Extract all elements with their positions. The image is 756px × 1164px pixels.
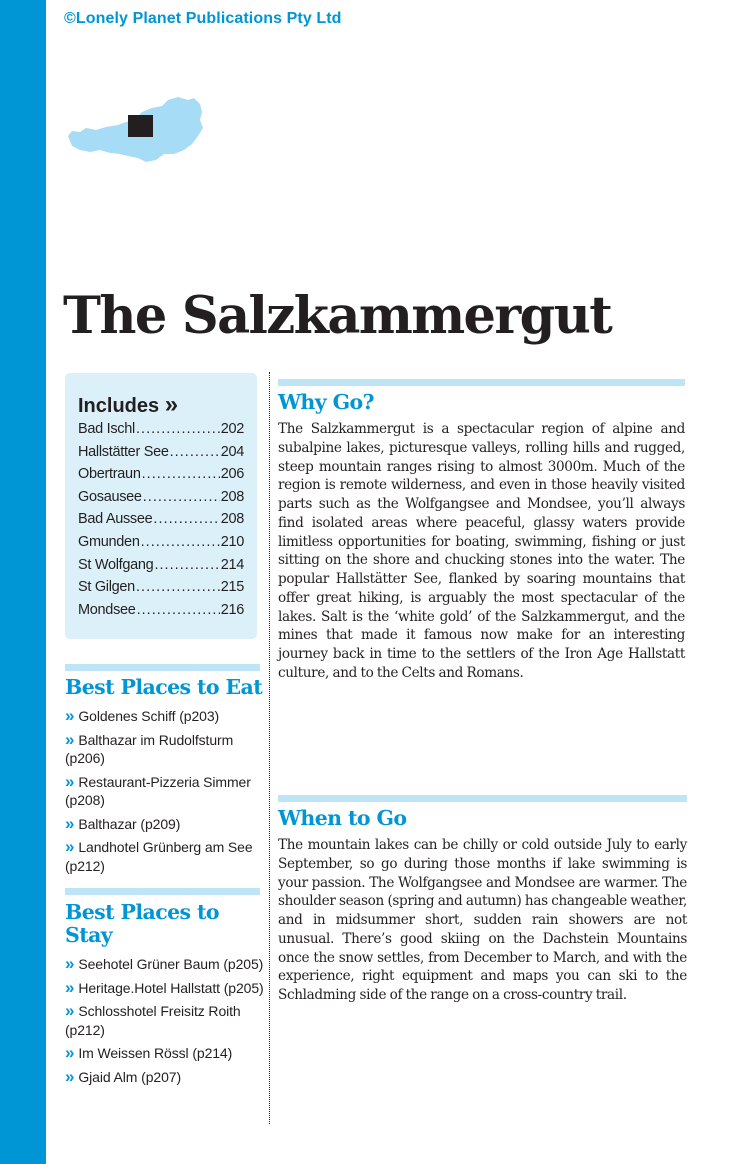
bullet-chevron-icon: » [65, 1043, 75, 1062]
leader-dots [153, 508, 219, 531]
when-to-go-text: The mountain lakes can be chilly or cold outside July to early September, so go during those months if lake swimming is your passion. The Wolfgangsee and Mondsee are warmer. The shoulder season (spring and autumn) has changeable weather, and in midsummer short, sudden rain showers are not unusual. There’s good skiing on the Dachstein Mountains once the snow settles, from December to March, and with the experience, right equipment and maps you can ski to the Schladming side of the range on a cross-country trail. [278, 837, 687, 1003]
page-edge-bar [0, 0, 46, 1164]
why-go-rule [278, 379, 685, 386]
leader-dots [137, 599, 220, 622]
includes-list [78, 418, 244, 621]
place-name: Heritage.Hotel Hallstatt (p205) [78, 979, 264, 996]
list-item [65, 1068, 265, 1087]
stay-section-rule [65, 888, 260, 895]
leader-dots [136, 418, 220, 441]
list-item [65, 773, 265, 810]
when-to-go-heading: When to Go [278, 806, 407, 830]
list-item [65, 1002, 265, 1039]
place-name: Balthazar (p209) [78, 815, 181, 832]
place-name: Goldenes Schiff (p203) [78, 708, 220, 724]
austria-locator-map [66, 94, 208, 166]
list-item [65, 815, 265, 834]
item-name: Mondsee [78, 601, 136, 618]
leader-dots [143, 486, 220, 509]
bullet-chevron-icon: » [65, 813, 75, 833]
place-name: Restaurant-Pizzeria Simmer (p208) [65, 773, 251, 808]
bullet-chevron-icon: » [65, 954, 75, 973]
leader-dots [141, 531, 220, 554]
bullet-chevron-icon: » [65, 837, 75, 856]
page-title: The Salzkammergut [63, 286, 612, 346]
eat-heading: Best Places to Eat [65, 675, 263, 699]
includes-title [78, 391, 178, 419]
why-go-text: The Salzkammergut is a spectacular region of alpine and subalpine lakes, picturesque valleys, rolling hills and rugged, steep mountain ranges rising to almost 3000m. Much of the region is remote wilderness, and even in those heavily visited parts such as the Wolfgangsee and Mondsee, you’ll always find isolated areas where peaceful, glassy waters provide limitless opportunities for boating, swimming, fishing or just sitting on the shore and chucking stones into the water. The popular Hallstätter See, flanked by soaring mountains that offer great hiking, is arguably the most spectacular of the lakes. Salt is the ‘white gold’ of the Salzkammergut, and the mines that made it famous now make for an interesting journey back in time to the settlers of the Iron Age Hallstatt culture, and to the Celts and Romans. [278, 421, 685, 681]
bullet-chevron-icon: » [65, 1066, 75, 1086]
item-page: 210 [220, 533, 244, 550]
leader-dots [170, 441, 220, 464]
eat-section-rule [65, 664, 260, 671]
why-go-heading: Why Go? [278, 390, 374, 414]
list-item [78, 508, 244, 531]
list-item [78, 486, 244, 509]
when-to-go-rule [278, 795, 687, 802]
item-name: Bad Ischl [78, 421, 135, 437]
list-item [65, 955, 265, 974]
includes-label: Includes [78, 395, 160, 417]
item-name: Gmunden [78, 533, 140, 550]
list-item [78, 554, 244, 577]
item-name: St Gilgen [78, 579, 135, 596]
bullet-chevron-icon: » [65, 771, 75, 791]
place-name: Schlosshotel Freisitz Roith (p212) [65, 1003, 241, 1038]
list-item [78, 599, 244, 622]
place-name: Balthazar im Rudolfsturm (p206) [65, 731, 234, 766]
item-page: 215 [220, 579, 244, 596]
item-name: Obertraun [78, 466, 141, 483]
item-page: 216 [220, 601, 244, 618]
item-name: St Wolfgang [78, 556, 154, 573]
item-name: Hallstätter See [78, 443, 169, 460]
list-item [78, 441, 244, 464]
list-item [78, 531, 244, 554]
item-page: 208 [220, 511, 244, 528]
region-highlight [128, 115, 153, 137]
copyright-notice: ©Lonely Planet Publications Pty Ltd [64, 10, 342, 27]
bullet-chevron-icon: » [65, 1001, 75, 1020]
item-page: 208 [220, 488, 244, 505]
place-name: Im Weissen Rössl (p214) [78, 1045, 233, 1061]
place-name: Seehotel Grüner Baum (p205) [78, 956, 264, 972]
list-item [65, 707, 265, 726]
bullet-chevron-icon: » [65, 729, 75, 749]
includes-arrow-icon: » [164, 391, 179, 418]
list-item [78, 463, 244, 486]
item-name: Bad Aussee [78, 511, 153, 528]
column-divider [269, 372, 270, 1124]
item-page: 214 [220, 556, 244, 573]
stay-list [65, 955, 265, 1091]
bullet-chevron-icon: » [65, 977, 75, 997]
list-item [65, 731, 265, 768]
eat-list [65, 707, 265, 880]
list-item [65, 979, 265, 998]
bullet-chevron-icon: » [65, 706, 75, 725]
list-item [78, 576, 244, 599]
item-page: 206 [220, 466, 244, 483]
leader-dots [142, 463, 220, 486]
leader-dots [154, 554, 219, 577]
item-name: Gosausee [78, 488, 142, 505]
place-name: Landhotel Grünberg am See (p212) [65, 839, 253, 874]
list-item [78, 418, 244, 441]
list-item [65, 1044, 265, 1063]
stay-heading: Best Places to Stay [65, 900, 219, 947]
includes-panel [65, 373, 257, 639]
item-page: 204 [220, 443, 244, 460]
leader-dots [136, 576, 220, 599]
place-name: Gjaid Alm (p207) [78, 1068, 182, 1085]
list-item [65, 838, 265, 875]
item-page: 202 [220, 421, 244, 437]
